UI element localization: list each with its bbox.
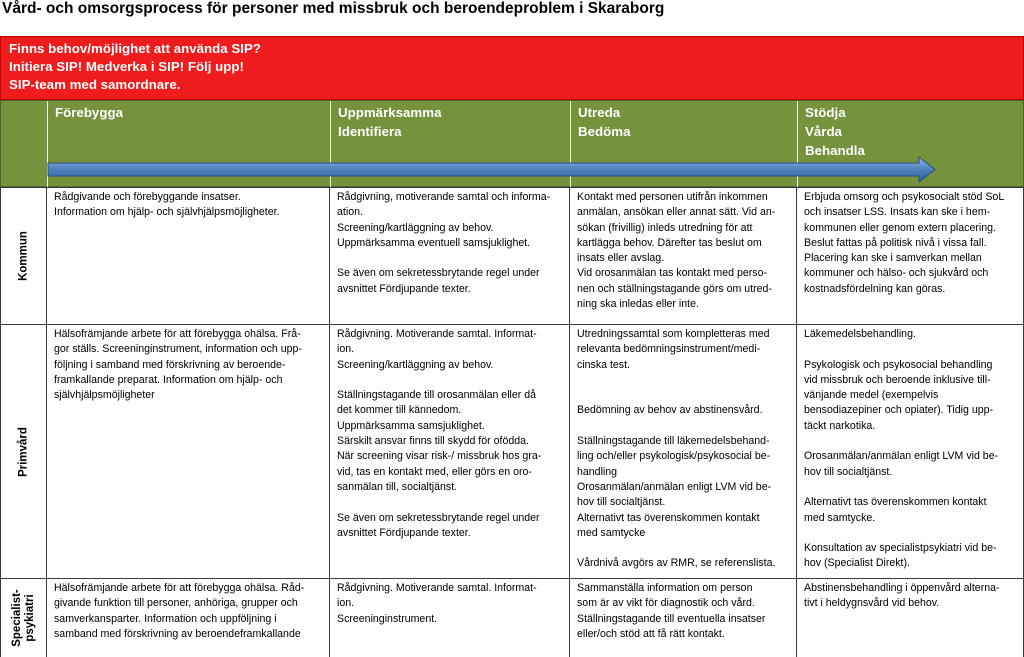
row-label-primvard [17, 427, 30, 477]
sip-banner-line: Initiera SIP! Medverka i SIP! Följ upp! [9, 59, 244, 74]
cell-text-line: insats eller avslag. [577, 252, 665, 265]
cell-text-line: Placering kan ske i samverkan mellan [804, 252, 982, 265]
cell-text-line: anmälan, ansökan eller annat sätt. Vid an- [577, 206, 776, 219]
cell-text-line: Psykologisk och psykosocial behandling [804, 358, 993, 371]
cell-text-line: Erbjuda omsorg och psykosocialt stöd SoL [804, 191, 1005, 203]
cell-text-line: sanmälan till, socialtjänst. [337, 480, 458, 493]
cell-text-line: framkallande preparat. Information om hjälp- och [54, 373, 283, 386]
page-title: Vård- och omsorgsprocess för personer med missbruk och beroendeproblem i Skaraborg [2, 0, 665, 17]
cell-text-line: Bedömning av behov av abstinensvård. [577, 404, 763, 417]
phase-utreda [572, 101, 796, 163]
cell-text-line [804, 480, 1019, 495]
cell-text-line: vid missbruk och beroende inklusive till- [804, 373, 991, 386]
cell-specialist-uppmarksamma [330, 579, 569, 657]
cell-text-line: Ställningstagande till läkemedelsbehand- [577, 435, 770, 448]
cell-text-line [577, 541, 792, 556]
row-label-text: psykiatri [23, 594, 36, 642]
phase-stodja [799, 101, 1023, 163]
cell-text-line: Alternativt tas överenskommen kontakt [804, 496, 987, 509]
cell-text-line: kommunen eller genom extern placering. [804, 221, 996, 234]
cell-text-line: ion. [337, 343, 355, 356]
cell-text-line: handling [577, 465, 618, 478]
cell-text-line: sökan (frivillig) inleds utredning för att [577, 221, 753, 234]
cell-text-line: Screening/kartläggning av behov. [337, 358, 494, 371]
cell-text-line: hov till socialtjänst. [577, 496, 666, 509]
row-label-text: Kommun [17, 231, 29, 281]
cell-text-line [804, 434, 1019, 449]
cell-text-line: Beslut fattas på politisk nivå i vissa fall. [804, 236, 987, 249]
row-label-cell [0, 188, 47, 324]
phase-label: Behandla [805, 143, 865, 158]
cell-text-line: Utredningssamtal som kompletteras med [577, 328, 770, 340]
row-label-text: Specialist- [10, 589, 23, 647]
cell-kommun-uppmarksamma [330, 188, 569, 324]
cell-text-line: kommuner och hälso- och sjukvård och [804, 267, 989, 280]
cell-text-line [337, 373, 565, 388]
cell-text-line [804, 342, 1019, 357]
cell-primvard-forebygga [47, 325, 329, 578]
cell-text-line: När screening visar risk-/ missbruk hos gra- [337, 450, 542, 463]
cell-text-line: hov (Specialist Direkt). [804, 557, 910, 570]
cell-text-line: Sammanställa information om person [577, 582, 753, 594]
cell-text-line: givande funktion till personer, anhöriga, grupper och [54, 597, 298, 610]
cell-text-line [337, 495, 565, 510]
cell-text-line: följning i samband med förskrivning av beroende- [54, 358, 286, 371]
cell-text-line: relevanta bedömningsinstrument/medi- [577, 343, 761, 356]
cell-text-line: Screeninginstrument. [337, 612, 438, 625]
cell-specialist-stodja [797, 579, 1023, 657]
cell-text-line: med samtycke. [804, 511, 876, 524]
cell-text-line: det kommer till kännedom. [337, 404, 462, 417]
cell-text-line: Se även om sekretessbrytande regel under [337, 511, 540, 524]
phase-label: Identifiera [338, 124, 402, 139]
cell-text-line [337, 251, 565, 266]
sip-banner [0, 36, 1024, 100]
sip-banner-line: SIP-team med samordnare. [9, 77, 181, 92]
cell-specialist-utreda [570, 579, 796, 657]
process-table [0, 36, 1024, 657]
cell-text-line: Konsultation av specialistpsykiatri vid be- [804, 542, 997, 555]
cell-kommun-forebygga [47, 188, 329, 324]
cell-text-line: Ställningstagande till orosanmälan eller då [337, 389, 537, 402]
cell-text-line: med samtycke [577, 526, 646, 539]
cell-text-line [577, 419, 792, 434]
phase-label: Förebygga [55, 105, 123, 120]
cell-text-line: hov till socialtjänst. [804, 465, 893, 478]
cell-kommun-stodja [797, 188, 1023, 324]
cell-text-line: ion. [337, 597, 355, 610]
cell-text-line: Vårdnivå avgörs av RMR, se referenslista. [577, 557, 776, 570]
cell-text-line: täckt narkotika. [804, 419, 876, 432]
cell-specialist-forebygga [47, 579, 329, 657]
cell-text-line: Hälsofrämjande arbete för att förebygga ohälsa. Råd- [54, 582, 305, 594]
cell-text-line: och insatser LSS. Insats kan ske i hem- [804, 206, 991, 219]
cell-text-line: Rådgivning. Motiverande samtal. Informat- [337, 328, 537, 340]
cell-text-line: självhjälpsmöjligheter [54, 389, 155, 402]
cell-text-line: samverkansparter. Information och uppföljning i [54, 612, 277, 625]
cell-text-line [577, 388, 792, 403]
cell-text-line: som är av vikt för diagnostik och vård. [577, 597, 755, 610]
cell-text-line: Ställningstagande till eventuella insatser [577, 612, 766, 625]
row-label-specialistpsykiatri [11, 589, 37, 647]
cell-text-line: Läkemedelsbehandling. [804, 328, 916, 340]
sip-banner-line: Finns behov/möjlighet att använda SIP? [9, 41, 261, 56]
cell-text-line: bensodiazepiner och opiater). Tidig upp- [804, 404, 994, 417]
cell-text-line: Uppmärksamma eventuell samsjuklighet. [337, 236, 531, 249]
cell-text-line: ling och/eller psykologisk/psykosocial be- [577, 450, 771, 463]
cell-text-line: Abstinensbehandling i öppenvård alterna- [804, 582, 1000, 594]
row-label-kommun [17, 231, 30, 281]
cell-text-line: Kontakt med personen utifrån inkommen [577, 191, 768, 203]
cell-text-line: Orosanmälan/anmälan enligt LVM vid be- [804, 450, 999, 463]
cell-text-line: Uppmärksamma samsjuklighet. [337, 419, 485, 432]
cell-kommun-utreda [570, 188, 796, 324]
process-arrow [47, 156, 937, 183]
cell-text-line: vid, tas en kontakt med, eller görs en oro- [337, 465, 532, 478]
cell-text-line: tivt i heldygnsvård vid behov. [804, 597, 940, 610]
cell-text-line: Alternativt tas överenskommen kontakt [577, 511, 760, 524]
cell-text-line: Se även om sekretessbrytande regel under [337, 267, 540, 280]
cell-text-line: ning ska inledas eller inte. [577, 298, 699, 311]
cell-text-line: Särskilt ansvar finns till skydd för ofödda. [337, 435, 529, 448]
phase-label: Utreda [578, 105, 621, 120]
cell-primvard-uppmarksamma [330, 325, 569, 578]
phase-uppmarksamma [332, 101, 569, 163]
cell-text-line: kartlägga behov. Därefter tas beslut om [577, 236, 762, 249]
cell-text-line: nen och ställningstagande görs om utred- [577, 282, 772, 295]
cell-text-line: Information om hjälp- och självhjälpsmöjligheter. [54, 206, 280, 219]
cell-text-line: cinska test. [577, 358, 630, 371]
cell-text-line: Rådgivning, motiverande samtal och informa- [337, 191, 551, 203]
cell-text-line: Rådgivning. Motiverande samtal. Informat- [337, 582, 537, 594]
cell-text-line: Rådgivande och förebyggande insatser. [54, 191, 241, 203]
cell-text-line [577, 373, 792, 388]
cell-text-line: ation. [337, 206, 363, 219]
process-arrow-icon [47, 156, 937, 183]
phase-label: Uppmärksamma [338, 105, 442, 120]
cell-text-line: samband med förskrivning av beroendeframkallande [54, 627, 301, 640]
cell-text-line: Vid orosanmälan tas kontakt med perso- [577, 267, 768, 280]
phase-label: Stödja [805, 105, 846, 120]
cell-text-line: Orosanmälan/anmälan enligt LVM vid be- [577, 480, 772, 493]
cell-text-line: gor ställs. Screeninginstrument, information och upp- [54, 343, 302, 356]
cell-primvard-stodja [797, 325, 1023, 578]
phase-label: Vårda [805, 124, 842, 139]
phase-forebygga [49, 101, 329, 163]
cell-text-line: kostnadsfördelning kan göras. [804, 282, 946, 295]
cell-text-line: avsnittet Fördjupande texter. [337, 526, 471, 539]
cell-text-line: Screening/kartläggning av behov. [337, 221, 494, 234]
cell-text-line: Hälsofrämjande arbete för att förebygga ohälsa. Frå- [54, 328, 301, 340]
cell-text-line: avsnittet Fördjupande texter. [337, 282, 471, 295]
row-label-text: Primvård [17, 426, 29, 477]
cell-text-line: eller/och stöd att få rätt kontakt. [577, 627, 725, 640]
cell-text-line: vänjande medel (exempelvis [804, 389, 939, 402]
row-label-cell [0, 579, 47, 657]
row-label-cell [0, 325, 47, 578]
cell-text-line [804, 526, 1019, 541]
phase-label: Bedöma [578, 124, 631, 139]
cell-primvard-utreda [570, 325, 796, 578]
